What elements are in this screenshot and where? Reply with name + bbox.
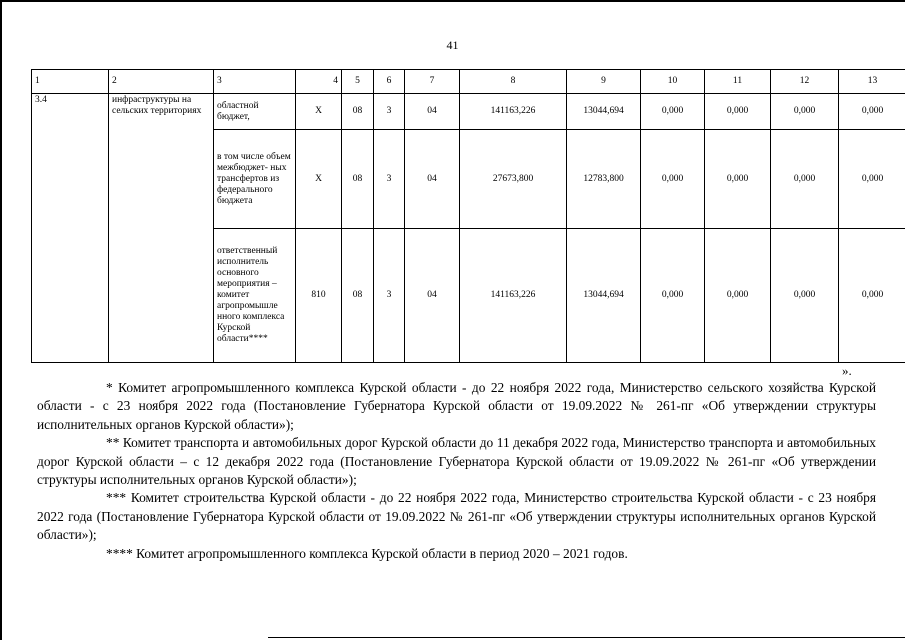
row-number-cell: 3.4 — [32, 94, 109, 363]
table-header-cell: 3 — [214, 70, 296, 94]
table-header-cell: 9 — [567, 70, 641, 94]
table-cell: 0,000 — [705, 229, 771, 363]
table-cell: 08 — [342, 94, 374, 130]
footnote-2: ** Комитет транспорта и автомобильных дорог Курской области до 11 декабря 2022 года, Министерство транспорта и автомобильных дорог Курской области – с 12 декабря 2022 года (Постановление Губернатора Курской области от 19.09.2022 № 261-пг «Об утверждении структуры исполнительных органов Курской области»); — [37, 435, 876, 488]
table-cell: 0,000 — [839, 229, 905, 363]
table-header-cell: 4 — [296, 70, 342, 94]
funding-source-cell: ответственный исполнитель основного мероприятия – комитет агропромышле нного комплекса Курской области**** — [214, 229, 296, 363]
table-row — [32, 94, 905, 130]
table-cell: 08 — [342, 229, 374, 363]
table-cell: 04 — [405, 130, 460, 229]
row-title-cell: инфраструктуры на сельских территориях — [109, 94, 214, 363]
table-cell: 04 — [405, 94, 460, 130]
table-header-cell: 6 — [374, 70, 405, 94]
table-cell: 0,000 — [641, 130, 705, 229]
table-cell: 0,000 — [839, 94, 905, 130]
table-cell: 13044,694 — [567, 229, 641, 363]
scan-border-bottom — [268, 637, 905, 638]
table-header-cell: 12 — [771, 70, 839, 94]
budget-table — [31, 69, 905, 363]
table-cell: 0,000 — [839, 130, 905, 229]
page-number: 41 — [446, 38, 459, 52]
scan-border-left — [0, 0, 2, 640]
table-cell: Х — [296, 130, 342, 229]
table-cell: 13044,694 — [567, 94, 641, 130]
table-cell: 0,000 — [705, 94, 771, 130]
funding-source-cell: областной бюджет, — [214, 94, 296, 130]
table-cell: 04 — [405, 229, 460, 363]
table-cell: 810 — [296, 229, 342, 363]
scan-border-top — [0, 0, 905, 2]
table-cell: 12783,800 — [567, 130, 641, 229]
table-header-cell: 5 — [342, 70, 374, 94]
table-cell: 27673,800 — [460, 130, 567, 229]
table-header-cell: 13 — [839, 70, 905, 94]
table-cell: 0,000 — [771, 130, 839, 229]
footnote-3: *** Комитет строительства Курской области - до 22 ноября 2022 года, Министерство строительства Курской области - с 23 ноября 2022 года (Постановление Губернатора Курской области от 19.09.2022 № 261-пг «Об утверждении структуры исполнительных органов Курской области»); — [37, 490, 876, 543]
table-cell: Х — [296, 94, 342, 130]
table-header-cell: 7 — [405, 70, 460, 94]
table-cell: 3 — [374, 130, 405, 229]
table-cell: 3 — [374, 229, 405, 363]
table-header-cell: 10 — [641, 70, 705, 94]
table-cell: 0,000 — [771, 229, 839, 363]
table-cell: 3 — [374, 94, 405, 130]
footnote-4: **** Комитет агропромышленного комплекса Курской области в период 2020 – 2021 годов. — [106, 545, 628, 561]
closing-quote: ». — [842, 363, 852, 378]
table-header-cell: 8 — [460, 70, 567, 94]
funding-source-cell: в том числе объем межбюджет- ных трансфертов из федерального бюджета — [214, 130, 296, 229]
footnote-1: * Комитет агропромышленного комплекса Курской области - до 22 ноября 2022 года, Министерство сельского хозяйства Курской области - с 23 ноября 2022 года (Постановление Губернатора Курской области от 19.09.2022 № 261-пг «Об утверждении структуры исполнительных органов Курской области»); — [37, 380, 876, 432]
table-header-cell: 1 — [32, 70, 109, 94]
table-cell: 141163,226 — [460, 94, 567, 130]
table-header-cell: 2 — [109, 70, 214, 94]
table-cell: 08 — [342, 130, 374, 229]
table-cell: 141163,226 — [460, 229, 567, 363]
table-header-cell: 11 — [705, 70, 771, 94]
table-header-row — [32, 70, 905, 94]
table-cell: 0,000 — [641, 94, 705, 130]
footnotes — [37, 379, 876, 563]
table-cell: 0,000 — [705, 130, 771, 229]
table-cell: 0,000 — [771, 94, 839, 130]
table-cell: 0,000 — [641, 229, 705, 363]
